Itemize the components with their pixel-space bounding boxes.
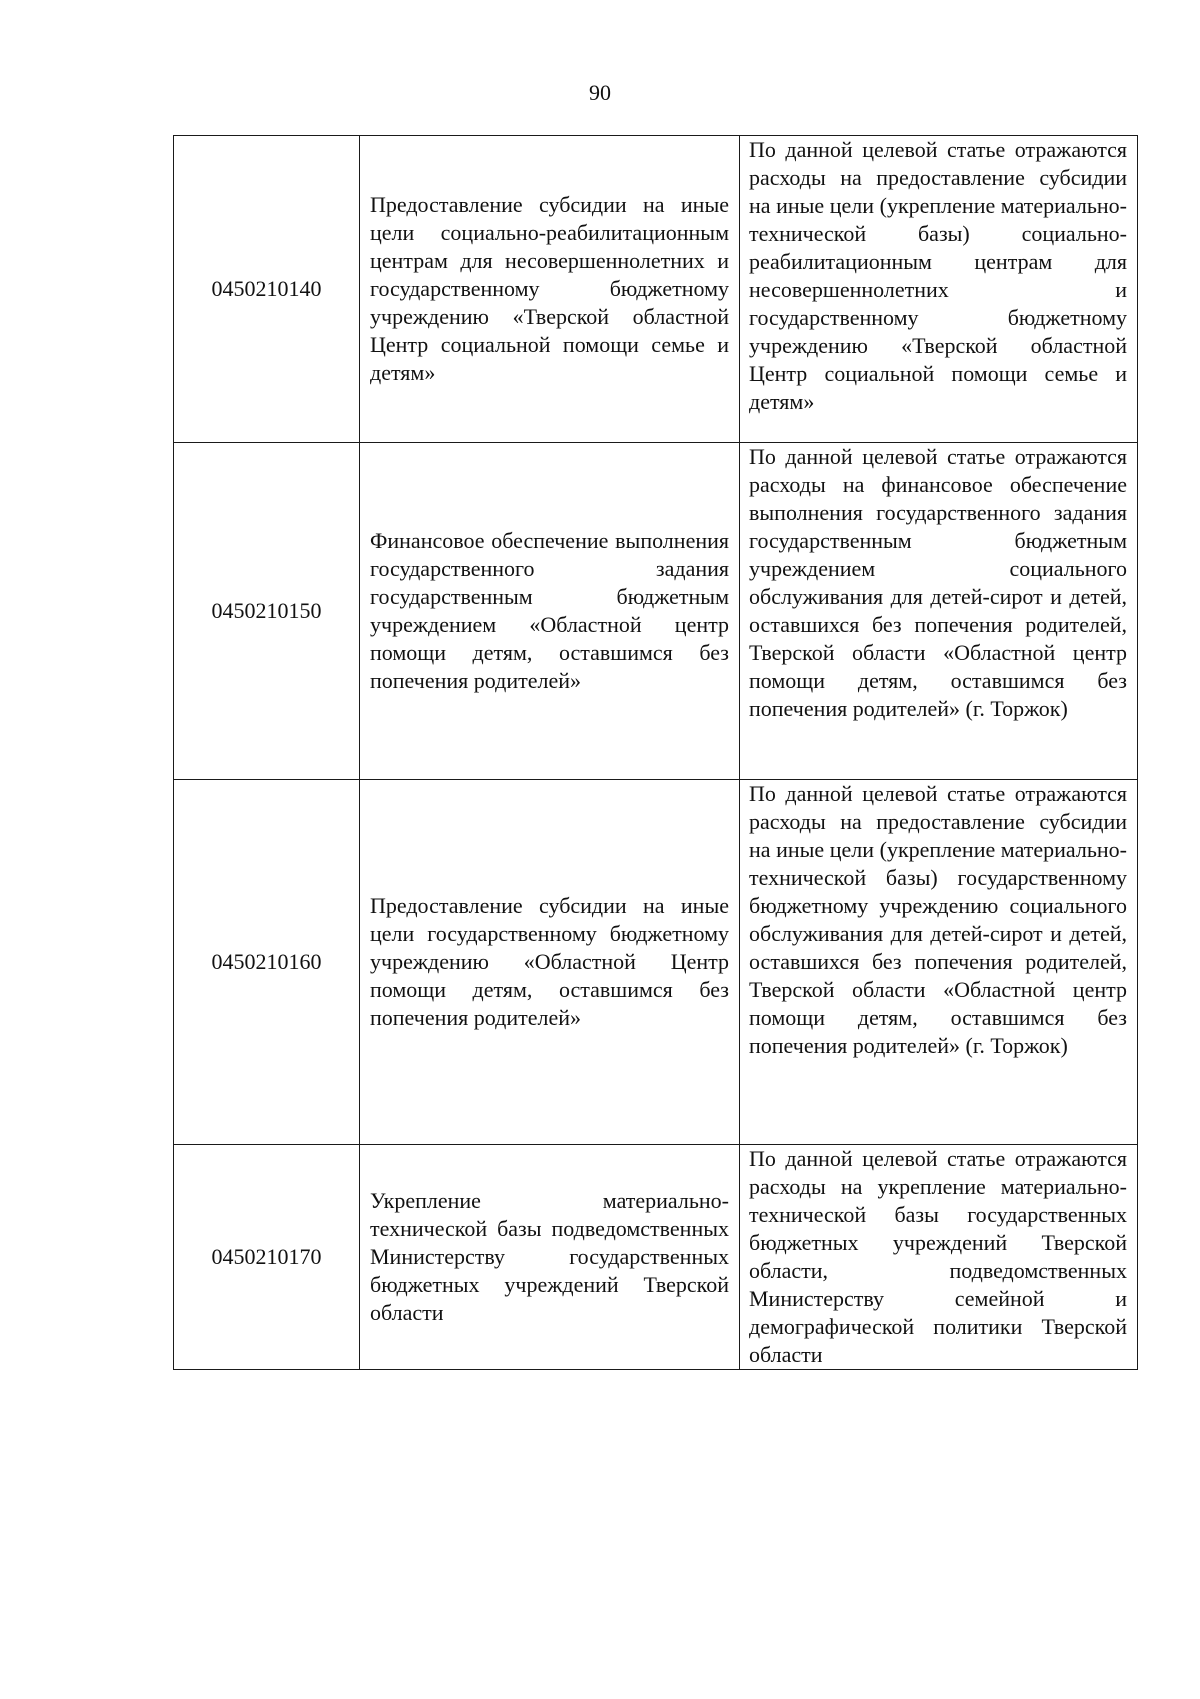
table-row <box>174 1145 1138 1370</box>
table-row <box>174 443 1138 780</box>
row-description: По данной целевой статье отражаются расходы на укрепление материально-технической базы государственных бюджетных учреждений Тверской области, подведомственных Министерству семейной и демографической политики Тверской области <box>740 1145 1138 1370</box>
row-name: Предоставление субсидии на иные цели социально-реабилитационным центрам для несовершеннолетних и государственному бюджетному учреждению «Тверской областной Центр социальной помощи семье и детям» <box>360 136 740 443</box>
row-description: По данной целевой статье отражаются расходы на предоставление субсидии на иные цели (укрепление материально-технической базы) государственному бюджетному учреждению социального обслуживания для детей-сирот и детей, оставшихся без попечения родителей, Тверской области «Областной центр помощи детям, оставшимся без попечения родителей» (г. Торжок) <box>740 780 1138 1145</box>
row-description: По данной целевой статье отражаются расходы на предоставление субсидии на иные цели (укрепление материально-технической базы) социально-реабилитационным центрам для несовершеннолетних и государственному бюджетному учреждению «Тверской областной Центр социальной помощи семье и детям» <box>740 136 1138 443</box>
table-row <box>174 136 1138 443</box>
page-number: 90 <box>589 80 611 105</box>
row-code: 0450210160 <box>174 780 360 1145</box>
row-code: 0450210170 <box>174 1145 360 1370</box>
row-code: 0450210150 <box>174 443 360 780</box>
row-description: По данной целевой статье отражаются расходы на финансовое обеспечение выполнения государственного задания государственным бюджетным учреждением социального обслуживания для детей-сирот и детей, оставшихся без попечения родителей, Тверской области «Областной центр помощи детям, оставшимся без попечения родителей» (г. Торжок) <box>740 443 1138 780</box>
table-row <box>174 780 1138 1145</box>
row-name: Предоставление субсидии на иные цели государственному бюджетному учреждению «Областной Центр помощи детям, оставшимся без попечения родителей» <box>360 780 740 1145</box>
row-name: Укрепление материально-технической базы подведомственных Министерству государственных бюджетных учреждений Тверской области <box>360 1145 740 1370</box>
row-code: 0450210140 <box>174 136 360 443</box>
row-name: Финансовое обеспечение выполнения государственного задания государственным бюджетным учреждением «Областной центр помощи детям, оставшимся без попечения родителей» <box>360 443 740 780</box>
budget-codes-table <box>173 135 1138 1370</box>
